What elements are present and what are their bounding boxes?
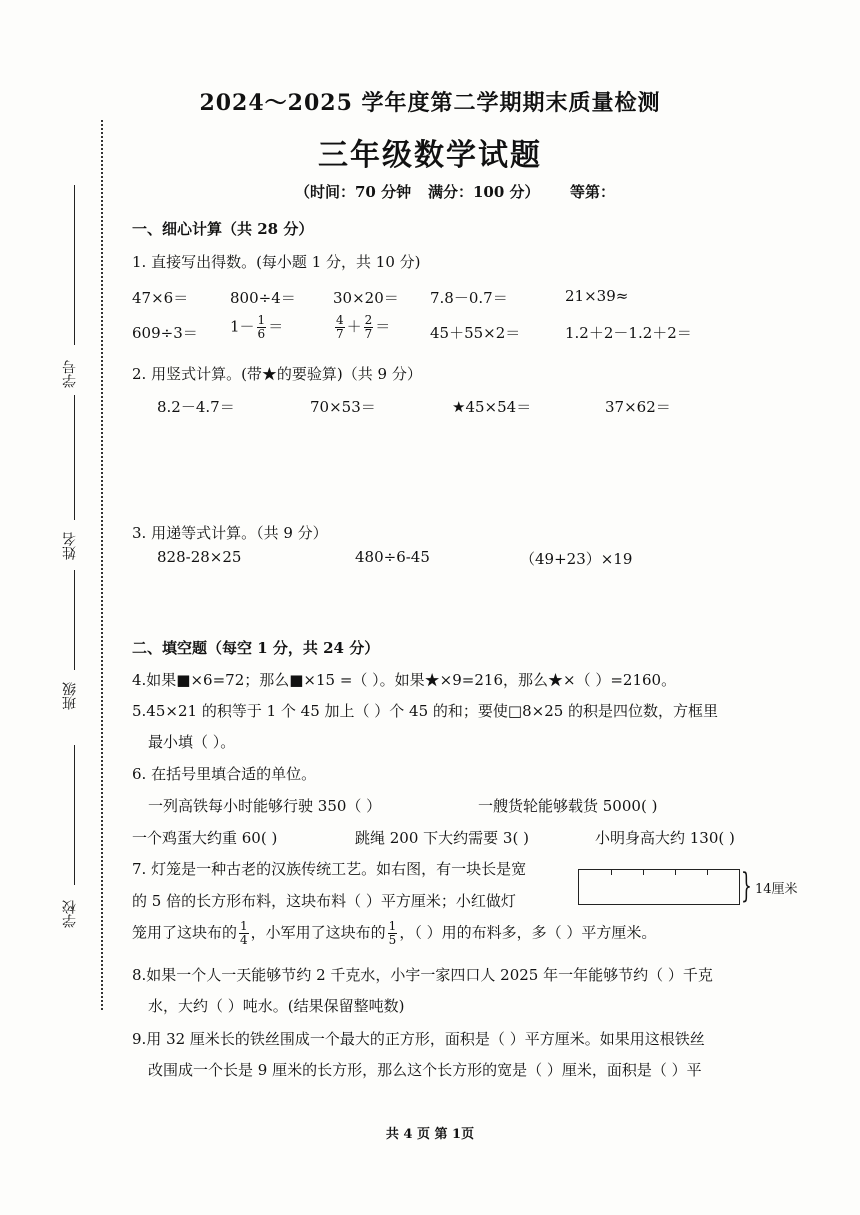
name-blank[interactable]: [74, 395, 75, 520]
binding-dotted-line: [101, 120, 103, 1010]
side-label-student-id: 学号: [62, 360, 78, 388]
q2-item: 37×62＝: [605, 398, 671, 416]
exam-full-score: 满分：100 分）: [428, 183, 540, 201]
q1-item: 45＋55×2＝: [430, 324, 521, 342]
school-blank[interactable]: [74, 745, 75, 885]
question-7-line-1: 7. 灯笼是一种古老的汉族传统工艺。如右图，有一块长是宽: [132, 860, 527, 878]
q2-item: ★45×54＝: [452, 398, 532, 416]
side-label-school: 学校: [62, 900, 78, 928]
question-1-title: 1. 直接写出得数。(每小题 1 分，共 10 分): [132, 253, 421, 271]
q1-item: 7.8－0.7＝: [430, 289, 508, 307]
question-6-title: 6. 在括号里填合适的单位。: [132, 765, 317, 783]
question-8-line-1: 8.如果一个人一天能够节约 2 千克水，小宇一家四口人 2025 年一年能够节约（ ）千克: [132, 966, 713, 984]
question-9-line-1: 9.用 32 厘米长的铁丝围成一个最大的正方形，面积是（ ）平方厘米。如果用这根铁丝: [132, 1030, 705, 1048]
q1-item: 47×6＝: [132, 289, 189, 307]
side-label-name: 姓名: [62, 532, 78, 560]
fabric-rectangle-figure: [578, 869, 740, 905]
class-blank[interactable]: [74, 570, 75, 670]
q2-item: 8.2－4.7＝: [157, 398, 235, 416]
question-6-item: 小明身高大约 130( ): [595, 829, 735, 847]
exam-time: （时间：70 分钟: [295, 183, 412, 201]
question-4: 4.如果■×6=72；那么■×15 =（ ）。如果★×9=216，那么★×（ ）=2160。: [132, 671, 677, 689]
q1-item: 609÷3＝: [132, 324, 198, 342]
q1-item-fraction-sum: $\frac{4}{7}$ ＋ $\frac{2}{7}$ ＝: [336, 313, 391, 341]
q2-item: 70×53＝: [310, 398, 376, 416]
question-6-item: 跳绳 200 下大约需要 3( ): [355, 829, 529, 847]
q3-item: （49+23）×19: [520, 550, 633, 568]
question-8-line-2: 水，大约（ ）吨水。(结果保留整吨数): [148, 997, 405, 1015]
figure-width-label: 14厘米: [755, 882, 798, 897]
exam-grade-label: 等第：: [570, 183, 616, 201]
question-6-item: 一艘货轮能够载货 5000( ): [478, 797, 658, 815]
q1-item: 30×20＝: [333, 289, 399, 307]
page-number: 共 4 页 第 1页: [385, 1127, 475, 1142]
section-1-title: 一、细心计算（共 28 分）: [132, 220, 314, 238]
question-9-line-2: 改围成一个长是 9 厘米的长方形，那么这个长方形的宽是（ ）厘米，面积是（ ）平: [148, 1061, 702, 1079]
q3-item: 828-28×25: [157, 548, 242, 566]
q3-item: 480÷6-45: [355, 548, 430, 566]
question-3-title: 3. 用递等式计算。（共 9 分）: [132, 524, 328, 542]
question-2-title: 2. 用竖式计算。(带★的要验算)（共 9 分）: [132, 365, 422, 383]
q1-item: 21×39≈: [565, 287, 629, 305]
q1-item: 800÷4＝: [230, 289, 296, 307]
q1-item: 1.2＋2－1.2＋2＝: [565, 324, 692, 342]
exam-subtitle: 三年级数学试题: [318, 138, 542, 173]
question-6-item: 一个鸡蛋大约重 60( ): [132, 829, 278, 847]
side-label-class: 班级: [62, 682, 78, 710]
q1-item-fraction: 1－ $\frac{1}{6}$ ＝: [230, 313, 284, 341]
question-7-line-3: 笼用了这块布的 $\frac{1}{4}$ ，小军用了这块布的 $\frac{1}{5}$ ，（ ）用的布料多，多（ ）平方厘米。: [132, 919, 657, 947]
student-id-blank[interactable]: [74, 185, 75, 345]
section-2-title: 二、填空题（每空 1 分，共 24 分）: [132, 639, 380, 657]
question-6-item: 一列高铁每小时能够行驶 350（ ）: [148, 797, 382, 815]
question-7-line-2: 的 5 倍的长方形布料，这块布料（ ）平方厘米；小红做灯: [132, 892, 516, 910]
brace-icon: }: [741, 866, 752, 906]
exam-title: 2024～2025 学年度第二学期期末质量检测: [199, 90, 661, 116]
question-5-line-2: 最小填（ ）。: [148, 733, 236, 751]
question-5-line-1: 5.45×21 的积等于 1 个 45 加上（ ）个 45 的和；要使□8×25 的积是四位数，方框里: [132, 702, 719, 720]
